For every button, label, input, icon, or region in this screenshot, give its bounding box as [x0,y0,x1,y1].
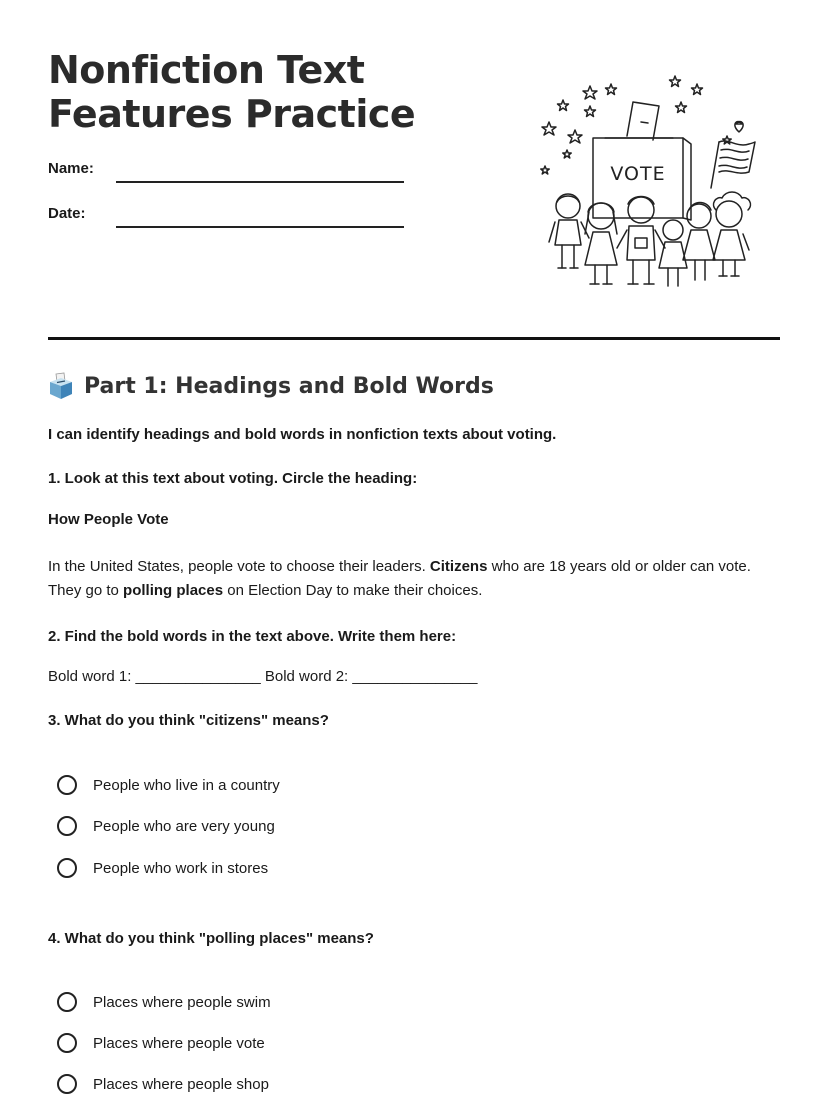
radio-circle-icon[interactable] [57,1033,77,1053]
option-label: People who are very young [93,817,275,835]
option-label: Places where people swim [93,993,271,1011]
name-line[interactable] [116,181,404,183]
stars-decoration [541,76,743,174]
bold-words-answer-line[interactable]: Bold word 1: _______________ Bold word 2: _______________ [48,668,478,685]
children-group [549,192,750,286]
radio-circle-icon[interactable] [57,992,77,1012]
ballot-box [593,138,691,220]
ballot-box-icon [48,372,74,400]
passage-text-3: on Election Day to make their choices. [223,582,483,599]
flag-icon [711,141,755,188]
voting-kids-illustration [535,70,770,300]
q4-option-1[interactable] [57,989,271,1015]
radio-circle-icon[interactable] [57,816,77,836]
passage-paragraph [48,555,788,603]
page-title [48,48,415,136]
date-line[interactable] [116,226,404,228]
title-line-2: Features Practice [48,92,416,136]
date-label: Date: [48,205,86,222]
section-divider [48,337,780,340]
name-label: Name: [48,160,94,177]
bold-word-polling-places: polling places [123,582,224,599]
option-label: Places where people shop [93,1075,269,1093]
option-label: Places where people vote [93,1034,265,1052]
part1-heading [48,372,494,400]
option-label: People who work in stores [93,859,269,877]
radio-circle-icon[interactable] [57,858,77,878]
q3-option-3[interactable] [57,855,268,881]
question-2: 2. Find the bold words in the text above. Write them here: [48,628,457,645]
passage-text-2: who are 18 years old or older can vote. They go to [48,558,751,599]
q4-option-3[interactable] [57,1071,269,1097]
part1-heading-text: Part 1: Headings and Bold Words [84,373,494,399]
q3-option-1[interactable] [57,772,280,798]
radio-circle-icon[interactable] [57,775,77,795]
question-1: 1. Look at this text about voting. Circle the heading: [48,470,418,487]
vote-box-label: VOTE [610,163,666,185]
q3-option-2[interactable] [57,813,275,839]
passage-heading[interactable]: How People Vote [48,511,169,528]
question-3: 3. What do you think "citizens" means? [48,712,329,729]
title-line-1: Nonfiction Text [48,48,365,92]
q4-option-2[interactable] [57,1030,265,1056]
radio-circle-icon[interactable] [57,1074,77,1094]
question-4: 4. What do you think "polling places" means? [48,930,374,947]
name-field[interactable] [48,160,408,184]
ballot-paper [627,102,659,140]
date-field[interactable] [48,205,408,229]
learning-objective: I can identify headings and bold words in nonfiction texts about voting. [48,426,557,443]
passage-text-1: In the United States, people vote to choose their leaders. [48,558,430,575]
option-label: People who live in a country [93,776,280,794]
bold-word-citizens: Citizens [429,558,488,575]
